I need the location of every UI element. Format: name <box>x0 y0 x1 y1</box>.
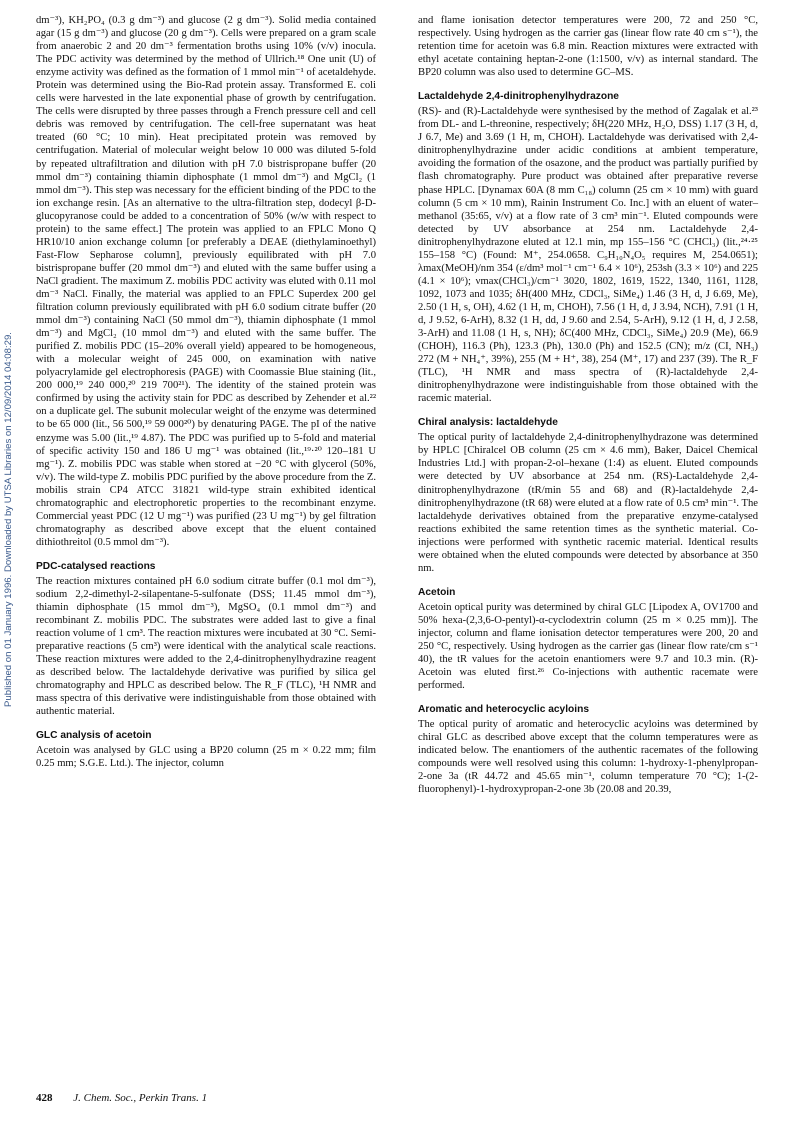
paragraph-pdc-purification: dm⁻³), KH₂PO₄ (0.3 g dm⁻³) and glucose (2 g dm⁻³). Solid media contained agar (15 g dm⁻³) and glucose (20 g dm⁻³). Cells were prepared on a gram scale from anaerobic 2 and 20 dm⁻³ fermentation broths using 10% (v/v) inocula. The PDC activity was determined by the method of Ullrich.¹⁸ One unit (U) of enzyme activity was defined as the formation of 1 mmol min⁻¹ of acetaldehyde. Protein was determined using the Bio-Rad protein assay. Transformed E. coli cells were harvested in the late exponential phase of growth by centrifugation. The cells were disrupted by three passes through a French pressure cell and cell debris was removed by centrifugation. The cell-free supernatant was heat treated (60 °C; 10 min). Heat precipitated protein was removed by centrifugation. Material of molecular weight below 10 000 was diluted 5-fold by repeated ultrafiltration and dilution with pH 7.0 bistrispropane buffer (20 mmol dm⁻³) containing thiamin diphosphate (1 mmol dm⁻³) and MgCl₂ (1 mmol dm⁻³). This step was necessary for the efficient binding of the PDC to the ion exchange resin. [As an alternative to the ultra-filtration step, dodecyl β-D-glucopyranose could be added to a concentration of 50% (w/w with respect to protein) to the same effect.] The protein was applied to an FPLC Mono Q HR10/10 anion exchange column [or preferably a DEAE (diethylaminoethyl) Fast-Flow Sepharose column], previously equilibrated with pH 7.0 bistrispropane buffer (20 mmol dm⁻³) and eluted with the same buffer using a NaCl gradient. The maximum Z. mobilis PDC activity was eluted with 0.11 mol dm⁻³ NaCl. Finally, the material was applied to an FPLC Superdex 200 gel filtration column previously equilibrated with pH 6.0 sodium citrate buffer (20 mmol dm⁻³) containing NaCl (50 mmol dm⁻³), thiamin diphosphate (1 mmol dm⁻³) and MgCl₂ (10 mmol dm⁻³) and eluted with the same buffer. The purified Z. mobilis PDC (15–20% overall yield) appeared to be homogeneous, with a molecular weight of 245 000, on examination with native polyacrylamide gel electrophoresis (PAGE) with Coomassie Blue staining (lit., 200 000,¹⁹ 240 000,²⁰ 219 700²¹). The identity of the stained protein was confirmed by using the activity stain for PDC as described by Zehender et al.²² on a duplicate gel. The subunit molecular weight of the enzyme was determined to be 65 000 (lit., 56 500,¹⁹ 59 000²⁰) by denaturing PAGE. The pI of the native enzyme was 5.00 (lit.,¹⁹ 4.87). The PDC was purified up to 5-fold and material of specific activity 150 and 186 U mg⁻¹ was obtained (lit.,¹⁹·²⁰ 120–181 U mg⁻¹). Z. mobilis PDC was stable when stored at −20 °C with glycerol (50%, v/v). The wild-type Z. mobilis PDC purified by the above procedure from the Z. mobilis strain CP4 ATCC 31821 wild-type strain exhibited identical chromatographic and electrophoretic properties to the recombinant enzyme. Commercial yeast PDC (12 U mg⁻¹) was purified (23 U mg⁻¹) by gel filtration chromatography as described above except that the eluent contained dithiothreitol (0.5 mmol dm⁻³). <box>36 15 376 548</box>
download-watermark: Published on 01 January 1996. Downloaded by UTSA Libraries on 12/09/2014 04:08:29. <box>3 332 14 708</box>
paragraph-aromatic-acyloins: The optical purity of aromatic and heterocyclic acyloins was determined by chiral GLC as described above except that the column temperatures were as indicated below. The enantiomers of the authentic racemates of the following compounds were well resolved using this column: 1-hydroxy-1-phenylpropan-2-one 3a (tR 44.72 and 45.65 min⁻¹, column temperature 70 °C); 1-(2-fluorophenyl)-1-hydroxypropan-2-one 3b (20.08 and 20.39, <box>418 719 758 796</box>
heading-chiral-lactaldehyde: Chiral analysis: lactaldehyde <box>418 417 558 429</box>
left-column <box>36 14 376 771</box>
paragraph-glc-acetoin: Acetoin was analysed by GLC using a BP20 column (25 m × 0.22 mm; film 0.25 mm; S.G.E. Ltd.). The injector, column <box>36 745 376 770</box>
paragraph-acetoin: Acetoin optical purity was determined by chiral GLC [Lipodex A, OV1700 and 50% hexa-(2,3,6-O-pentyl)-α-cyclodextrin column (25 m × 0.25 mm)]. The injector, column and flame ionisation detector temperatures were 200, 20 and 250 °C, respectively. Using hydrogen as the carrier gas (linear flow rate/cm s⁻¹ 40), the tR values for the acetoin enantiomers were 9.7 and 10.3 min. (R)-Acetoin was eluted first.²⁶ Co-injections with authentic racemate were performed. <box>418 601 758 692</box>
paragraph-glc-continued: and flame ionisation detector temperatures were 200, 72 and 250 °C, respectively. Using hydrogen as the carrier gas (linear flow rate 40 cm s⁻¹), the retention time for acetoin was 6.8 min. Reaction mixtures were extracted with ethyl acetate containing heptan-2-one (1:1500, v/v) as internal standard. The BP20 column was also used to determine GC–MS. <box>418 15 758 79</box>
heading-pdc-reactions: PDC-catalysed reactions <box>36 560 156 572</box>
heading-acetoin: Acetoin <box>418 586 456 598</box>
paragraph-pdc-reactions: The reaction mixtures contained pH 6.0 sodium citrate buffer (0.1 mol dm⁻³), sodium 2,2-dimethyl-2-silapentane-5-sulfonate (DSS; 11.45 mmol dm⁻³), thiamin diphosphate (15 mmol dm⁻³), MgSO₄ (0.1 mmol dm⁻³) and recombinant Z. mobilis PDC. The substrates were added last to give a final reaction volume of 1 cm³. The reaction mixtures were incubated at 30 °C. Semi-preparative reactions (5 cm³) were identical with the analytical scale reactions. These reaction mixtures were added to the 2,4-dinitrophenylhydrazine reagent as described below. The lactaldehyde derivative was purified by silica gel chromatography and HPLC as described below. The R_F (TLC), ¹H NMR and mass spectra of this derivative were indistinguishable from those obtained with authentic material. <box>36 575 376 718</box>
page-number: 428 <box>36 1092 53 1104</box>
paragraph-chiral-lactaldehyde: The optical purity of lactaldehyde 2,4-dinitrophenylhydrazone was determined by HPLC [Chiralcel OB column (25 cm × 4.6 mm), Baker, Daicel Chemical Industries Ltd.] with propan-2-ol–hexane (1:4) as eluent. Eluted compounds were detected by UV absorbance at 254 nm. (RS)-Lactaldehyde 2,4-dinitrophenylhydrazone (tR/min 55 and 68) and (R)-lactaldehyde 2,4-dinitrophenylhydrazone (tR 68) were eluted at a flow rate of 0.5 cm³ min⁻¹. The lactaldehyde derivatives obtained from the preparative enzyme-catalysed reactions exhibited the same retention times as the synthetic material. Co-injections were performed with synthetic racemic material. Identical results were obtained when the eluted compounds were detected by absorbance at 350 nm. <box>418 432 758 574</box>
heading-aromatic-acyloins: Aromatic and heterocyclic acyloins <box>418 704 589 716</box>
right-column <box>418 14 758 796</box>
paragraph-lactaldehyde-dnph: (RS)- and (R)-Lactaldehyde were synthesised by the method of Zagalak et al.²³ from DL- and L-threonine, respectively; δH(220 MHz, H₂O, DSS) 1.17 (3 H, d, J 6.7, Me) and 3.69 (1 H, m, CHOH). Lactaldehyde was derivatised with 2,4-dinitrophenylhydrazine under acidic conditions at ambient temperature, avoiding the formation of the osazone, and the product was partially purified by flash chromatography. Pure product was obtained after preparative reverse phase HPLC. [Dynamax 60A (8 mm C₁₈) column (25 cm × 10 mm) with guard column (5 cm × 10 mm), Rainin Instrument Co. Inc.] with an eluent of water–methanol (35:65, v/v) at a flow rate of 3 cm³ min⁻¹. Eluted compounds were detected by UV absorbance at 254 nm. Lactaldehyde 2,4-dinitrophenylhydrazone eluted at 12.1 min, mp 155–156 °C (CHCl₃) (lit.,²⁴·²⁵ 155–158 °C) (Found: M⁺, 254.0658. C₉H₁₀N₄O₅ requires M, 254.0651); λmax(MeOH)/nm 354 (ε/dm³ mol⁻¹ cm⁻¹ 6.4 × 10⁶), 253sh (3.3 × 10⁶) and 225 (4.1 × 10⁶); νmax(CHCl₃)/cm⁻¹ 3020, 1802, 1619, 1522, 1340, 1161, 1128, 1092, 1073 and 1035; δH(400 MHz, CDCl₃, SiMe₄) 1.46 (3 H, d, J 6.69, Me), 2.50 (1 H, s, OH), 4.62 (1 H, m, CHOH), 7.56 (1 H, d, J 3.94, NCH), 7.91 (1 H, d, J 9.52, 6-ArH), 8.32 (1 H, dd, J 9.60 and 2.54, 5-ArH), 9.12 (1 H, d, J 2.58, 3-ArH) and 11.08 (1 H, s, NH); δC(400 MHz, CDCl₃, SiMe₄) 20.9 (Me), 66.9 (CHOH), 116.3 (Ph), 123.3 (Ph), 130.0 (Ph) and 152.5 (CN); m/z (CI, NH₃) 272 (M + NH₄⁺, 39%), 255 (M + H⁺, 38), 254 (M⁺, 17) and 237 (39). The R_F (TLC), ¹H NMR and mass spectra of (R)-lactaldehyde 2,4-dinitrophenylhydrazone were indistinguishable from those obtained with the racemic material. <box>418 106 758 405</box>
journal-name: J. Chem. Soc., Perkin Trans. 1 <box>73 1092 208 1104</box>
heading-lactaldehyde-dnph: Lactaldehyde 2,4-dinitrophenylhydrazone <box>418 91 619 103</box>
page-footer <box>36 1092 207 1104</box>
heading-glc-acetoin: GLC analysis of acetoin <box>36 730 152 742</box>
